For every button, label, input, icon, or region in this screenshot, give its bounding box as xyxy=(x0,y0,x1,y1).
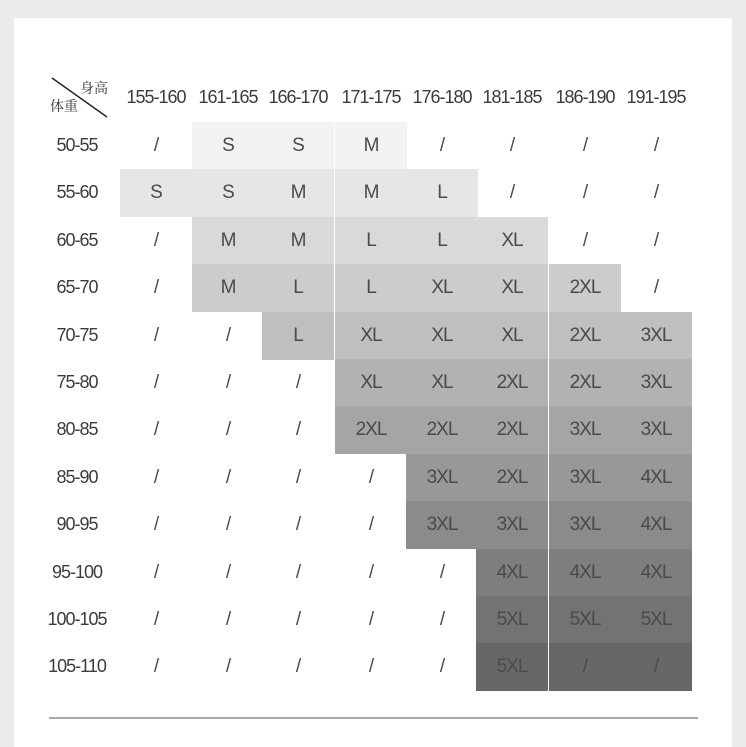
size-cell: / xyxy=(225,324,231,346)
size-cell: / xyxy=(225,561,231,583)
size-cell: / xyxy=(153,324,159,346)
size-cell: / xyxy=(225,609,231,630)
size-cell: / xyxy=(153,135,159,156)
size-cell: 3XL xyxy=(549,406,621,454)
size-cell: L xyxy=(335,217,407,265)
size-cell: 2XL xyxy=(476,406,548,454)
size-cell: S xyxy=(262,122,334,170)
size-cell: / xyxy=(582,182,588,204)
weight-row-header: 100-105 xyxy=(47,609,107,629)
size-cell: 2XL xyxy=(549,264,621,312)
weight-row-header: 80-85 xyxy=(56,419,98,440)
size-cell: 2XL xyxy=(476,454,548,502)
size-cell: / xyxy=(439,135,445,156)
height-column-header: 181-185 xyxy=(482,87,542,107)
weight-row-header: 55-60 xyxy=(56,182,98,203)
size-cell: / xyxy=(225,419,231,441)
size-cell: XL xyxy=(476,264,548,312)
size-cell: 2XL xyxy=(335,406,407,454)
height-column-header: 191-195 xyxy=(626,87,686,107)
size-cell: XL xyxy=(406,264,478,312)
size-cell: / xyxy=(153,561,159,583)
size-cell: M xyxy=(335,122,407,170)
size-cell: / xyxy=(153,229,159,251)
size-cell: / xyxy=(225,372,231,393)
divider xyxy=(49,717,698,719)
size-cell: 2XL xyxy=(549,312,621,360)
size-cell: / xyxy=(368,609,374,630)
size-cell: XL xyxy=(476,312,548,360)
size-cell: L xyxy=(406,217,478,265)
size-cell: / xyxy=(549,643,621,691)
height-column-header: 176-180 xyxy=(412,87,472,107)
size-cell: / xyxy=(653,229,659,251)
size-cell: / xyxy=(153,372,159,393)
size-cell: XL xyxy=(335,359,407,407)
weight-row-header: 105-110 xyxy=(48,656,106,677)
size-cell: / xyxy=(295,514,301,536)
size-cell: M xyxy=(192,264,264,312)
size-cell: / xyxy=(225,466,231,488)
size-cell: 3XL xyxy=(549,501,621,549)
size-cell: 5XL xyxy=(476,643,548,691)
size-cell: S xyxy=(120,169,192,217)
size-cell: / xyxy=(439,561,445,583)
weight-row-header: 75-80 xyxy=(56,372,98,392)
size-cell: / xyxy=(295,419,301,441)
size-cell: 3XL xyxy=(549,454,621,502)
size-cell: / xyxy=(620,643,692,691)
size-cell: / xyxy=(582,135,588,156)
weight-row-header: 85-90 xyxy=(56,466,98,487)
size-cell: / xyxy=(153,609,159,630)
height-column-header: 161-165 xyxy=(198,87,258,107)
size-cell: / xyxy=(582,229,588,251)
size-cell: 2XL xyxy=(549,359,621,407)
size-cell: 4XL xyxy=(620,501,692,549)
size-cell: 3XL xyxy=(620,359,692,407)
size-cell: / xyxy=(153,656,159,678)
size-cell: / xyxy=(368,656,374,678)
size-cell: 3XL xyxy=(476,501,548,549)
size-cell: / xyxy=(153,466,159,488)
size-cell: / xyxy=(653,135,659,156)
size-cell: 2XL xyxy=(406,406,478,454)
size-cell: 2XL xyxy=(476,359,548,407)
height-column-header: 186-190 xyxy=(555,87,615,107)
size-cell: 3XL xyxy=(620,312,692,360)
size-cell: M xyxy=(335,169,407,217)
size-cell: L xyxy=(406,169,478,217)
size-cell: XL xyxy=(406,312,478,360)
size-cell: L xyxy=(335,264,407,312)
size-cell: / xyxy=(153,419,159,441)
size-cell: / xyxy=(509,135,515,156)
height-column-header: 171-175 xyxy=(341,87,401,107)
size-cell: 4XL xyxy=(620,454,692,502)
size-cell: 5XL xyxy=(549,596,621,644)
height-axis-label: 身高 xyxy=(80,80,108,96)
weight-row-header: 60-65 xyxy=(56,229,98,250)
size-cell: / xyxy=(295,561,301,583)
size-cell: / xyxy=(295,656,301,678)
size-cell: / xyxy=(295,466,301,488)
size-cell: 3XL xyxy=(406,454,478,502)
size-cell: / xyxy=(153,514,159,536)
size-cell: 4XL xyxy=(549,549,621,597)
size-cell: XL xyxy=(335,312,407,360)
size-cell: 5XL xyxy=(476,596,548,644)
size-cell: 3XL xyxy=(620,406,692,454)
size-cell: S xyxy=(192,169,264,217)
size-cell: / xyxy=(153,277,159,299)
weight-axis-label: 体重 xyxy=(50,98,78,114)
size-cell: / xyxy=(225,656,231,678)
size-cell: / xyxy=(439,656,445,678)
size-cell: / xyxy=(225,514,231,536)
size-cell: / xyxy=(295,609,301,630)
size-cell: / xyxy=(653,182,659,204)
size-cell: L xyxy=(262,312,334,360)
size-cell: L xyxy=(262,264,334,312)
height-column-header: 155-160 xyxy=(126,87,186,107)
size-cell: / xyxy=(368,561,374,583)
size-cell: M xyxy=(262,169,334,217)
size-cell: 5XL xyxy=(620,596,692,644)
size-cell: 4XL xyxy=(476,549,548,597)
table-corner-header xyxy=(50,76,108,118)
height-column-header: 166-170 xyxy=(268,87,328,107)
size-cell: S xyxy=(192,122,264,170)
size-cell: / xyxy=(439,609,445,630)
size-cell: XL xyxy=(476,217,548,265)
size-cell: / xyxy=(295,372,301,393)
size-cell: XL xyxy=(406,359,478,407)
size-cell: / xyxy=(368,514,374,536)
size-cell: / xyxy=(653,277,659,299)
size-cell: M xyxy=(262,217,334,265)
size-cell: / xyxy=(368,466,374,488)
size-cell: 3XL xyxy=(406,501,478,549)
weight-row-header: 65-70 xyxy=(56,277,98,298)
weight-row-header: 90-95 xyxy=(56,514,98,535)
weight-row-header: 50-55 xyxy=(56,135,98,155)
size-cell: 4XL xyxy=(620,549,692,597)
weight-row-header: 70-75 xyxy=(56,324,98,345)
size-cell: / xyxy=(509,182,515,204)
size-cell: M xyxy=(192,217,264,265)
weight-row-header: 95-100 xyxy=(51,561,103,582)
